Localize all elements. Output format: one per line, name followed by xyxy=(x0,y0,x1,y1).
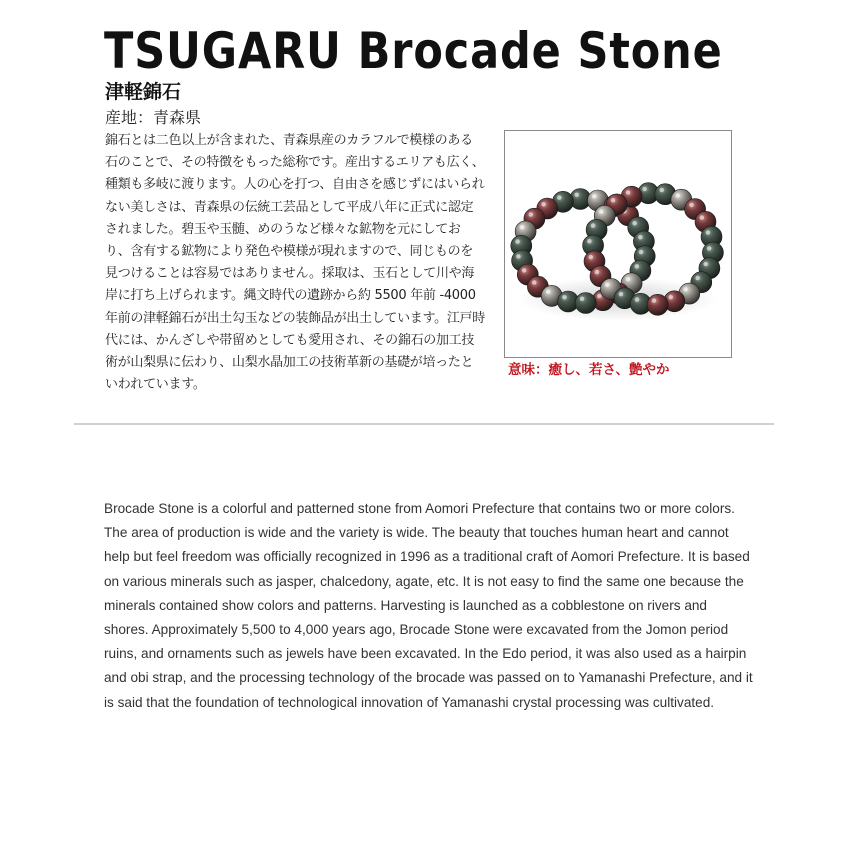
bead-highlight xyxy=(546,289,551,294)
bead-highlight xyxy=(635,297,640,302)
bead-highlight xyxy=(516,254,521,259)
bead-highlight xyxy=(520,225,525,230)
bead-highlight xyxy=(541,202,546,207)
bead-highlight xyxy=(689,203,694,208)
bead-highlight xyxy=(592,194,597,199)
bead-highlight xyxy=(707,246,712,251)
bead-highlight xyxy=(605,282,610,287)
bead-highlight xyxy=(529,212,534,217)
bead-highlight xyxy=(695,276,700,281)
bead-highlight xyxy=(675,193,680,198)
bead-highlight xyxy=(557,195,562,200)
bead-highlight xyxy=(706,230,711,235)
bead-highlight xyxy=(595,270,600,275)
bracelet-image xyxy=(505,131,731,357)
bead-highlight xyxy=(619,292,624,297)
section-divider xyxy=(74,423,774,425)
bead-highlight xyxy=(591,223,596,228)
bead-highlight xyxy=(659,188,664,193)
english-description: Brocade Stone is a colorful and patterned stone from Aomori Prefecture that contains two or more colors. The area of production is wide and the variety is wide. The beauty that touches human heart and cannot help but feel freedom was officially recognized in 1996 as a traditional craft of Aomori Prefecture. It is based on various minerals such as jasper, chalcedony, agate, etc. It is not easy to find the same one because the minerals contained show colors and patterns. Harvesting is launched as a cobblestone on rivers and shores. Approximately 5,500 to 4,000 years ago, Brocade Stone were excavated from the Jomon period ruins, and ornaments such as jewels have been excavated. In the Edo period, it was also used as a hairpin and obi strap, and the processing technology of the brocade was passed on to Yamanashi Prefecture, and it is said that the foundation of technological innovation of Yamanashi crystal processing was cultivated. xyxy=(104,501,753,710)
bead-highlight xyxy=(642,187,647,192)
meaning-label: 意味：癒し、若さ、艶やか xyxy=(508,362,670,378)
bead-highlight xyxy=(652,298,657,303)
japanese-description: 錦石とは二色以上が含まれた、青森県産のカラフルで模様のある石のことで、その特徴をもった総称です。産出するエリアも広く、種類も多岐に渡ります。人の心を打つ、自由さを感じずにはいられない美しさは、青森県の伝統工芸品として平成八年に正式に認定されました。碧玉や玉髄、めのうなど様々な鉱物を元にしており、含有する鉱物により発色や模様が現れますので、同じものを見つけることは容易ではありません。採取は、玉石として川や海岸に打ち上げられます。縄文時代の遺跡から約 5500 年前 -4000 年前の津軽錦石が出土勾玉などの装飾品が出土しています。江戸時代には、かんざしや帯留めとしても愛用され、その錦石の加工技術が山梨県に伝わり、山梨水晶加工の技術革新の基礎が培ったといわれています。 xyxy=(105,133,485,393)
bead-highlight xyxy=(532,280,537,285)
page-title: TSUGARU Brocade Stone xyxy=(104,22,723,80)
bead-highlight xyxy=(587,239,592,244)
bead-highlight xyxy=(611,198,616,203)
bead-highlight xyxy=(589,255,594,260)
bead-highlight xyxy=(626,277,631,282)
bead xyxy=(647,294,668,315)
origin-label: 産地：青森県 xyxy=(105,108,202,127)
bead-highlight xyxy=(522,268,527,273)
bead-highlight xyxy=(632,221,637,226)
bead-highlight xyxy=(515,239,520,244)
bead-highlight xyxy=(703,262,708,267)
bead-highlight xyxy=(700,215,705,220)
bead-highlight xyxy=(580,297,585,302)
bead xyxy=(575,293,596,314)
bead-highlight xyxy=(574,193,579,198)
bead-highlight xyxy=(626,190,631,195)
bead-highlight xyxy=(683,287,688,292)
bead-highlight xyxy=(668,295,673,300)
bead-highlight xyxy=(597,294,602,299)
subtitle-japanese: 津軽錦石 xyxy=(105,81,182,103)
bead-highlight xyxy=(638,235,643,240)
bead-highlight xyxy=(635,264,640,269)
bead-highlight xyxy=(562,295,567,300)
bead-highlight xyxy=(639,250,644,255)
bracelet-photo xyxy=(504,130,732,358)
bead-highlight xyxy=(599,209,604,214)
